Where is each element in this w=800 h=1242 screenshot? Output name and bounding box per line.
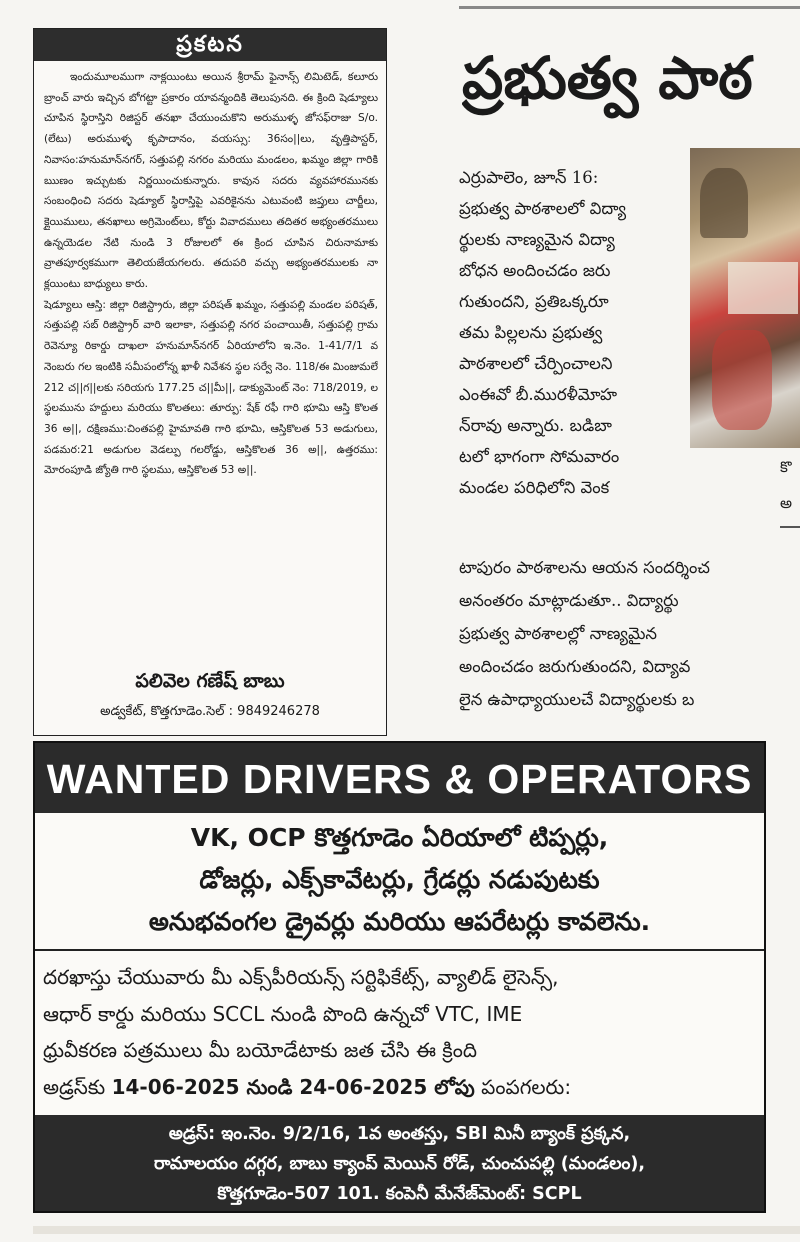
- news-line: గుతుందని, ప్రతిఒక్కరూ: [459, 292, 609, 311]
- wanted-ad: [33, 741, 766, 1213]
- news-line: ర్థులకు నాణ్యమైన విద్యా: [459, 230, 615, 249]
- date-suffix: పంపగలరు:: [474, 1074, 572, 1099]
- news-line: ప్రభుత్వ పాఠశాలలో విద్యా: [459, 199, 627, 218]
- news-photo-banner: [728, 262, 798, 314]
- news-photo-figure: [700, 168, 748, 238]
- notice-contact: అడ్వకేట్, కొత్తగూడెం.సెల్ : 9849246278: [100, 704, 320, 719]
- news-line: ఎర్రుపాలెం, జూన్ 16:: [459, 168, 599, 187]
- ad-details: [35, 951, 764, 1105]
- ad-date-line: [43, 1069, 756, 1106]
- bottom-strip: [33, 1226, 800, 1234]
- news-line: మండల పరిధిలోని వెంక: [459, 478, 610, 497]
- ad-address-line: కొత్తగూడెం-507 101. కంపెనీ మేనేజ్‌మెంట్: SCPL: [217, 1184, 582, 1204]
- notice-title: ప్రకటన: [34, 29, 386, 61]
- caption-rule: [780, 526, 800, 528]
- date-to: 24-06-2025: [299, 1074, 428, 1099]
- photo-caption-1: కొ: [780, 458, 792, 476]
- notice-body: [34, 61, 386, 481]
- ad-lead-line: డోజర్లు, ఎక్స్‌కావేటర్లు, గ్రేడర్లు నడుపుటకు: [199, 865, 600, 894]
- news-wide-line: లైన ఉపాధ్యాయులచే విద్యార్థులకు బ: [459, 690, 695, 709]
- news-wide-line: టాపురం పాఠశాలను ఆయన సందర్శించ: [459, 558, 710, 577]
- date-prefix: అడ్రస్‌కు: [43, 1074, 112, 1099]
- ad-detail-line: ధ్రువీకరణ పత్రములు మీ బయోడేటాకు జత చేసి ఈ క్రింది: [43, 1038, 478, 1062]
- news-column-text: [459, 162, 689, 503]
- legal-notice-box: [33, 28, 387, 736]
- news-line: తమ పిల్లలను ప్రభుత్వ: [459, 323, 603, 342]
- news-line: న్‌రావు అన్నారు. బడిబా: [459, 416, 612, 435]
- news-line: బోధన అందించడం జరు: [459, 261, 611, 280]
- news-line: పాఠశాలలో చేర్పించాలని: [459, 354, 613, 373]
- date-bold-suffix: లోపు: [427, 1074, 475, 1099]
- ad-title: WANTED DRIVERS & OPERATORS: [35, 743, 764, 813]
- ad-lead-line: అనుభవంగల డ్రైవర్లు మరియు ఆపరేటర్లు కావలెను.: [148, 907, 651, 936]
- date-mid: నుండి: [239, 1074, 300, 1099]
- ad-detail-line: ఆధార్ కార్డు మరియు SCCL నుండి పొంది ఉన్నచో VTC, IME: [43, 1001, 523, 1026]
- news-wide-line: ప్రభుత్వ పాఠశాలల్లో నాణ్యమైన: [459, 624, 658, 643]
- ad-address-line: అడ్రస్: ఇం.నెం. 9/2/16, 1వ అంతస్తు, SBI మినీ బ్యాంక్ ప్రక్కన,: [168, 1124, 631, 1144]
- news-wide-text: [459, 551, 800, 716]
- news-photo-student: [712, 330, 772, 430]
- column-top-rule: [459, 6, 800, 9]
- notice-paragraph-1: ఇందుమూలముగా నాక్లయింటు అయిన శ్రీరామ్ ఫైనాన్స్ లిమిటెడ్, కలూరు బ్రాంచ్ వారు ఇచ్చిన బోగట్టా ప్రకారం యావన్మందికి తెలుపునది. ఈ క్రింది షెడ్యూలు చూపిన స్థిరాస్తిని రిజిస్టర్ తనఖా చేయుంచుకొని అరుముళ్ళ జోసఫ్‌రాజు S/o.(లేటు) అరుముళ్ళ కృపాదానం, వయస్సు: 36సం||లు, వృత్తిపాస్టర్, నివాసం:హనుమాన్‌నగర్, సత్తుపల్లి నగరం మరియు మండలం, ఖమ్మం జిల్లా గారికి ఋణం ఇచ్చుటకు నిర్ణయించుకున్నారు. కావున సదరు వ్యవహారమునకు సంబంధించి సదరు షెడ్యూల్ స్థిరాస్తిపై ఎవరికైనను ఎటువంటి జప్తులు చార్జీలు, క్లైయిములు, తనఖాలు అగ్రిమెంట్‌లు, కోర్టు వివాదములు తదితర అభ్యంతరములు ఉన్నయెడల నేటి నుండి 3 రోజులలో ఈ క్రింద చూపిన చిరునామాకు వ్రాతపూర్వకముగా తెలియజేయగలరు. తదుపరి వచ్చు అభ్యంతరములకు నా క్లయింటు బాధ్యులు కారు.: [44, 71, 378, 291]
- notice-paragraph-2: షెడ్యూలు ఆస్తి: జిల్లా రిజిస్ట్రారు, జిల్లా పరిషత్ ఖమ్మం, సత్తుపల్లి మండల పరిషత్, సత్తుపల్లి సబ్ రిజిస్ట్రార్ వారి ఇలాకా, సత్తుపల్లి నగర పంచాయితీ, సత్తుపల్లి గ్రామ రెవెన్యూ రికార్డు దాఖలా హనుమాన్‌నగర్ ఏరియాలోని ఇ.నెం. 1-41/7/1 వ నెంబరు గల ఇంటికి సమీపంలోన్న ఖాళీ నివేశన స్థల సర్వే నెం. 118/ఈ మింజుమలే 212 చ||గ||లకు సరియగు 177.25 చ||మీ||, డాక్యుమెంట్ నెం: 718/2019, ల స్థలమును హద్దులు మరియు కొలతలు: తూర్పు: షేక్ రఫీ గారి భూమి ఆస్తి కొలత 36 అ||, దక్షిణము:చింతపల్లి హైమావతి గారి భూమి, ఆస్తికొలత 53 అడుగులు, పడమర:21 అడుగుల వెడల్పు గలరోడ్డు, ఆస్తికొలత 36 అ||, ఉత్తరము: మోరంపూడి జ్యోతి గారి స్థలము, ఆస్తికొలత 53 అ||.: [44, 298, 378, 477]
- news-line: టలో భాగంగా సోమవారం: [459, 447, 620, 466]
- date-from: 14-06-2025: [111, 1074, 240, 1099]
- photo-caption-2: అ: [780, 494, 793, 512]
- ad-address: [35, 1115, 764, 1211]
- ad-address-line: రామాలయం దగ్గర, బాబు క్యాంప్ మెయిన్ రోడ్, చుంచుపల్లి (మండలం),: [154, 1154, 645, 1174]
- news-headline: ప్రభుత్వ పాఠ: [462, 44, 753, 112]
- news-wide-line: అనంతరం మాట్లాడుతూ.. విద్యార్థు: [459, 591, 679, 610]
- notice-signatory: పలివెల గణేష్ బాబు: [135, 670, 285, 692]
- news-line: ఎంఈవో బీ.మురళీమోహ: [459, 385, 618, 404]
- ad-lead: [35, 813, 764, 943]
- ad-lead-line: VK, OCP కొత్తగూడెం ఏరియాలో టిప్పర్లు,: [190, 823, 609, 852]
- news-wide-line: అందించడం జరుగుతుందని, విద్యావ: [459, 657, 691, 676]
- ad-detail-line: దరఖాస్తు చేయువారు మీ ఎక్స్‌పీరియన్స్ సర్టిఫికేట్స్, వ్యాలిడ్ లైసెన్స్,: [43, 965, 559, 989]
